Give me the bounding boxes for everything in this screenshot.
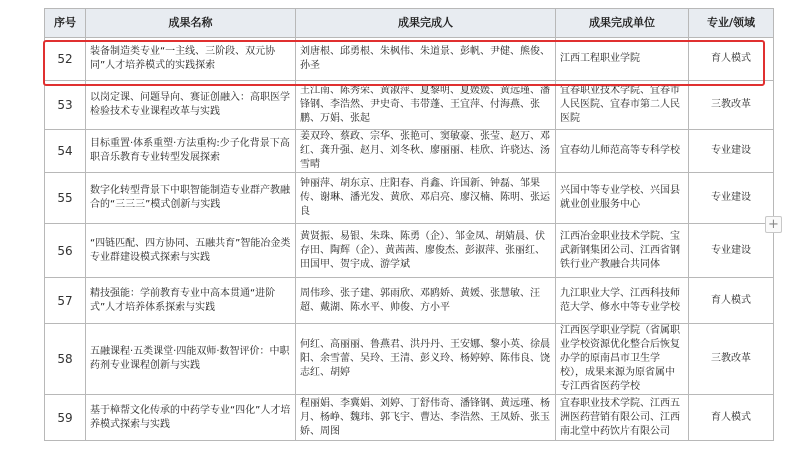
row-number: 56: [45, 224, 86, 278]
result-unit: 宜春职业技术学院、宜春市人民医院、宜春市第二人民医院: [556, 81, 689, 130]
row-number: 58: [45, 324, 86, 395]
result-field: 育人模式: [689, 395, 774, 441]
row-number: 52: [45, 38, 86, 81]
result-field: 三教改革: [689, 324, 774, 395]
results-table: [44, 8, 774, 441]
result-unit: 江西冶金职业技术学院、宝武新钢集团公司、江西省钢铁行业产教融合共同体: [556, 224, 689, 278]
result-unit: 九江职业大学、江西科技师范大学、修水中等专业学校: [556, 278, 689, 324]
result-people: 刘唐根、邱勇根、朱枫伟、朱道景、彭帆、尹健、熊俊、孙圣: [296, 38, 556, 81]
table-row: [45, 324, 774, 395]
result-name: 装备制造类专业“一主线、三阶段、双元协同”人才培养模式的实践探索: [86, 38, 296, 81]
row-number: 55: [45, 173, 86, 224]
result-field: 专业建设: [689, 130, 774, 173]
header-people: 成果完成人: [296, 9, 556, 38]
header-result-name: 成果名称: [86, 9, 296, 38]
result-name: 精技强能：学前教育专业中高本贯通“进阶式”人才培养体系探索与实践: [86, 278, 296, 324]
result-name: 目标重置·体系重塑·方法重构:少子化背景下高职音乐教育专业转型发展探索: [86, 130, 296, 173]
result-people: 何红、高丽丽、鲁燕君、洪丹丹、王安娜、黎小英、徐晨阳、余雪蕾、吴玲、王清、彭义玲、杨婷婷、陈伟良、饶志红、胡婷: [296, 324, 556, 395]
result-people: 程丽娟、李冀娟、刘婷、丁舒伟奇、潘锋钢、黄远瑾、杨月、杨峥、魏玮、郭飞宇、曹达、李浩然、王凤娇、张玉娇、周图: [296, 395, 556, 441]
header-unit: 成果完成单位: [556, 9, 689, 38]
row-number: 54: [45, 130, 86, 173]
result-name: 五融课程·五类课堂·四能双师·数智评价：中职药剂专业课程创新与实践: [86, 324, 296, 395]
row-number: 57: [45, 278, 86, 324]
result-people: 王江南、陈秀荣、黄淑萍、夏黎明、夏媛媛、黄远瑾、潘锋钢、李浩然、尹史奇、韦带蓬、王宜萍、付海燕、张鹏、万娟、张起: [296, 81, 556, 130]
result-field: 专业建设: [689, 173, 774, 224]
result-unit: 兴国中等专业学校、兴国县就业创业服务中心: [556, 173, 689, 224]
table-row: [45, 130, 774, 173]
table-row: [45, 38, 774, 81]
table-row: [45, 81, 774, 130]
result-people: 黄贤振、易银、朱珠、陈勇（企）、邹金凤、胡婧晨、伏存田、陶辉（企）、黄茜茜、廖俊杰、彭淑萍、张丽红、田国甲、贺宇成、游学斌: [296, 224, 556, 278]
result-unit: 江西工程职业学院: [556, 38, 689, 81]
table-header-row: [45, 9, 774, 38]
header-serial: 序号: [45, 9, 86, 38]
result-people: 姜双玲、蔡政、宗华、张艳可、窦敏豪、张莹、赵万、邓红、龚升强、赵月、刘冬秋、廖丽丽、桂欣、许骁达、汤雪晴: [296, 130, 556, 173]
result-unit: 宜春幼儿师范高等专科学校: [556, 130, 689, 173]
table-row: [45, 278, 774, 324]
result-people: 周伟珍、张子建、郭雨欣、邓鸥娇、黄媛、张慧敏、汪超、戴湖、陈水平、帅俊、方小平: [296, 278, 556, 324]
add-column-button[interactable]: +: [765, 216, 782, 233]
row-number: 59: [45, 395, 86, 441]
result-name: 以岗定课、问题导向、赛证创融入：高职医学检验技术专业课程改革与实践: [86, 81, 296, 130]
result-people: 钟丽萍、胡东京、庄阳春、肖鑫、许国新、钟磊、邹果传、谢琳、潘光发、黄欣、邓启亮、廖汉楠、陈明、张运良: [296, 173, 556, 224]
table-row: [45, 173, 774, 224]
result-field: 育人模式: [689, 38, 774, 81]
result-unit: 宜春职业技术学院、江西五洲医药营销有限公司、江西南北堂中药饮片有限公司: [556, 395, 689, 441]
result-field: 三教改革: [689, 81, 774, 130]
result-name: “四链匹配、四方协同、五融共育”智能冶金类专业群建设模式探索与实践: [86, 224, 296, 278]
result-field: 专业建设: [689, 224, 774, 278]
table-row: [45, 395, 774, 441]
results-table-panel: [44, 8, 773, 452]
table-row: [45, 224, 774, 278]
result-unit: 江西医学职业学院（省属职业学校资源优化整合后恢复办学的原南昌市卫生学校），成果来源为原省属中专江西省医药学校: [556, 324, 689, 395]
header-field: 专业/领域: [689, 9, 774, 38]
result-name: 数字化转型背景下中职智能制造专业群产教融合的“三三三”模式创新与实践: [86, 173, 296, 224]
result-name: 基于樟帮文化传承的中药学专业“四化”人才培养模式探索与实践: [86, 395, 296, 441]
result-field: 育人模式: [689, 278, 774, 324]
row-number: 53: [45, 81, 86, 130]
